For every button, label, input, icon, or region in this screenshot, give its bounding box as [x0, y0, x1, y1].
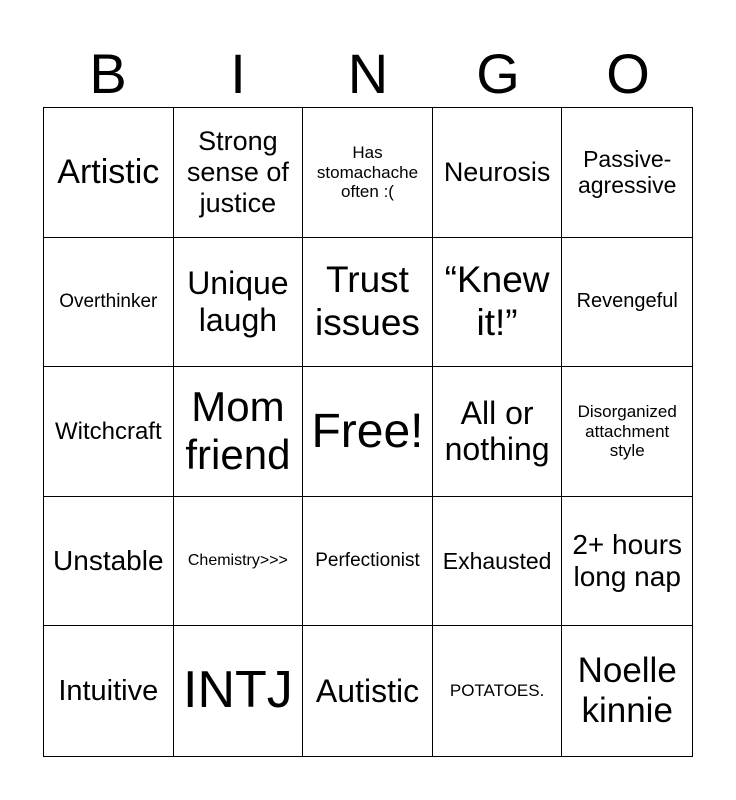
bingo-cell-r4c3[interactable]: [303, 497, 433, 627]
bingo-cell-label: Overthinker: [59, 290, 158, 312]
bingo-cell-r3c1[interactable]: [44, 367, 174, 497]
header-letter-g: G: [476, 42, 520, 105]
bingo-cell-r4c4[interactable]: [433, 497, 563, 627]
header-letter-b: B: [89, 42, 127, 105]
bingo-cell-r1c5[interactable]: [562, 108, 692, 238]
bingo-cell-label: Unique laugh: [187, 265, 289, 338]
bingo-cell-label: Autistic: [315, 672, 420, 709]
bingo-cell-r1c3[interactable]: [303, 108, 433, 238]
bingo-cell-r2c2[interactable]: [174, 238, 304, 368]
bingo-cell-r5c4[interactable]: [433, 626, 563, 756]
bingo-cell-label: Has stomachache often :(: [316, 142, 419, 202]
bingo-cell-r2c5[interactable]: [562, 238, 692, 368]
header-letter-i: I: [230, 42, 246, 105]
header-letter-o: O: [606, 42, 650, 105]
bingo-header: [43, 40, 693, 108]
bingo-cell-r4c2[interactable]: [174, 497, 304, 627]
bingo-cell-r4c1[interactable]: [44, 497, 174, 627]
bingo-board: [43, 107, 693, 757]
bingo-cell-label: Free!: [311, 404, 424, 458]
bingo-cell-r3c3[interactable]: [303, 367, 433, 497]
bingo-cell-label: Perfectionist: [315, 550, 420, 572]
bingo-cell-r5c5[interactable]: [562, 626, 692, 756]
bingo-cell-label: “Knew it!”: [444, 259, 550, 343]
bingo-cell-label: POTATOES.: [449, 681, 545, 701]
bingo-cell-label: Disorganized attachment style: [577, 402, 677, 461]
bingo-cell-r5c1[interactable]: [44, 626, 174, 756]
bingo-cell-label: Noelle kinnie: [577, 650, 677, 731]
bingo-cell-label: Unstable: [53, 545, 164, 576]
bingo-cell-r3c4[interactable]: [433, 367, 563, 497]
bingo-cell-label: Exhausted: [442, 547, 552, 574]
bingo-cell-r5c2[interactable]: [174, 626, 304, 756]
bingo-cell-label: Neurosis: [443, 156, 551, 187]
bingo-cell-r5c3[interactable]: [303, 626, 433, 756]
bingo-cell-r2c3[interactable]: [303, 238, 433, 368]
bingo-cell-label: Strong sense of justice: [186, 125, 289, 218]
bingo-cell-label: Intuitive: [58, 674, 159, 707]
bingo-cell-r2c4[interactable]: [433, 238, 563, 368]
bingo-cell-label: Revengeful: [576, 290, 678, 313]
bingo-cell-r2c1[interactable]: [44, 238, 174, 368]
bingo-cell-label: Trust issues: [315, 259, 420, 343]
bingo-cell-label: 2+ hours long nap: [572, 528, 683, 593]
bingo-cell-r1c2[interactable]: [174, 108, 304, 238]
bingo-cell-label: Mom friend: [185, 383, 291, 479]
bingo-cell-label: Chemistry>>>: [187, 551, 288, 569]
bingo-cell-label: All or nothing: [444, 394, 550, 468]
bingo-cell-label: Passive-agressive: [577, 145, 677, 199]
bingo-cell-r1c4[interactable]: [433, 108, 563, 238]
bingo-cell-label: Artistic: [57, 152, 160, 191]
header-letter-n: N: [347, 42, 389, 105]
bingo-cell-r1c1[interactable]: [44, 108, 174, 238]
bingo-cell-label: Witchcraft: [54, 417, 162, 445]
bingo-cell-label: INTJ: [183, 661, 293, 720]
bingo-cell-r4c5[interactable]: [562, 497, 692, 627]
bingo-cell-r3c5[interactable]: [562, 367, 692, 497]
bingo-cell-r3c2[interactable]: [174, 367, 304, 497]
